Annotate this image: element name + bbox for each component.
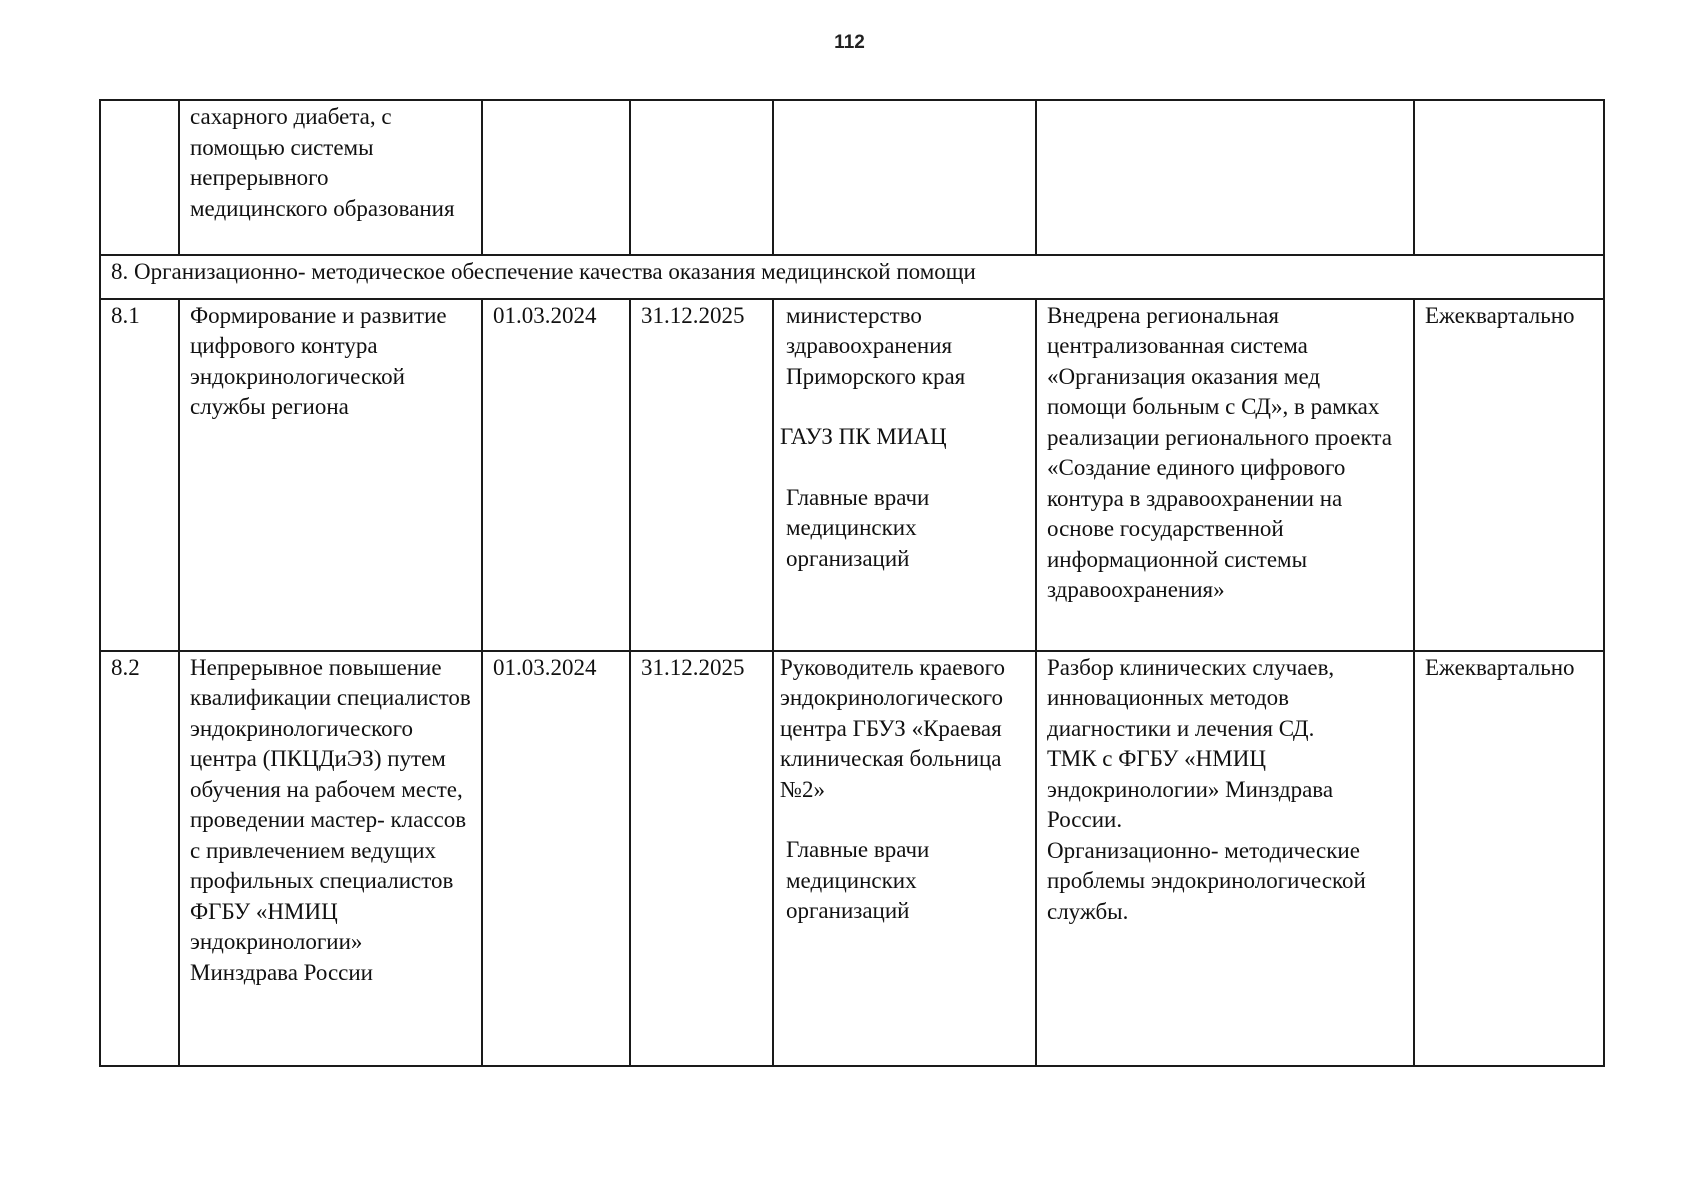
- cell-responsible: [773, 651, 1036, 1066]
- cell-num: [100, 100, 179, 255]
- cell-end-date: 31.12.2025: [630, 299, 773, 651]
- cell-result: Внедрена региональная централизованная система «Организация оказания мед помощи больным с СД», в рамках реализации регионального проекта «Создание единого цифрового контура в здравоохранении на основе государственной информационной системы здравоохранения»: [1036, 299, 1414, 651]
- cell-activity: сахарного диабета, с помощью системы непрерывного медицинского образования: [179, 100, 482, 255]
- cell-start-date: 01.03.2024: [482, 299, 630, 651]
- table-row: [100, 651, 1604, 1066]
- cell-activity: Формирование и развитие цифрового контура эндокринологической службы региона: [179, 299, 482, 651]
- result-entry: Организационно- методические проблемы эндокринологической службы.: [1047, 837, 1366, 924]
- responsible-entry: ГАУЗ ПК МИАЦ: [780, 424, 947, 449]
- cell-end-date: 31.12.2025: [630, 651, 773, 1066]
- responsible-entry: министерство здравоохранения Приморского края: [786, 302, 966, 389]
- result-entry: Разбор клинических случаев, инновационных методов диагностики и лечения СД.: [1047, 654, 1335, 741]
- responsible-entry: Главные врачи медицинских организаций: [786, 484, 930, 571]
- cell-frequency: Ежеквартально: [1414, 299, 1604, 651]
- cell-end-date: [630, 100, 773, 255]
- cell-result: [1036, 651, 1414, 1066]
- table-row-continuation: [100, 100, 1604, 255]
- cell-frequency: Ежеквартально: [1414, 651, 1604, 1066]
- spacer: [780, 392, 1025, 422]
- responsible-entry: Руководитель краевого эндокринологического центра ГБУЗ «Краевая клиническая больница №2»: [780, 654, 1005, 802]
- spacer: [780, 453, 1025, 483]
- cell-result: [1036, 100, 1414, 255]
- table-row: [100, 299, 1604, 651]
- cell-num: 8.1: [100, 299, 179, 651]
- cell-responsible: [773, 100, 1036, 255]
- spacer: [780, 805, 1025, 835]
- plan-table: [99, 99, 1605, 1067]
- cell-activity: Непрерывное повышение квалификации специалистов эндокринологического центра (ПКЦДиЭЗ) путем обучения на рабочем месте, проведении мастер- классов с привлечением ведущих профильных специалистов ФГБУ «НМИЦ эндокринологии» Минздрава России: [179, 651, 482, 1066]
- cell-start-date: [482, 100, 630, 255]
- page-number: 112: [834, 32, 865, 53]
- responsible-entry: Главные врачи медицинских организаций: [786, 837, 930, 923]
- cell-start-date: 01.03.2024: [482, 651, 630, 1066]
- section-heading-row: [100, 255, 1604, 299]
- section-heading: 8. Организационно- методическое обеспечение качества оказания медицинской помощи: [100, 255, 1604, 299]
- cell-frequency: [1414, 100, 1604, 255]
- cell-responsible: [773, 299, 1036, 651]
- cell-num: 8.2: [100, 651, 179, 1066]
- result-entry: ТМК с ФГБУ «НМИЦ эндокринологии» Минздрава России.: [1047, 746, 1334, 832]
